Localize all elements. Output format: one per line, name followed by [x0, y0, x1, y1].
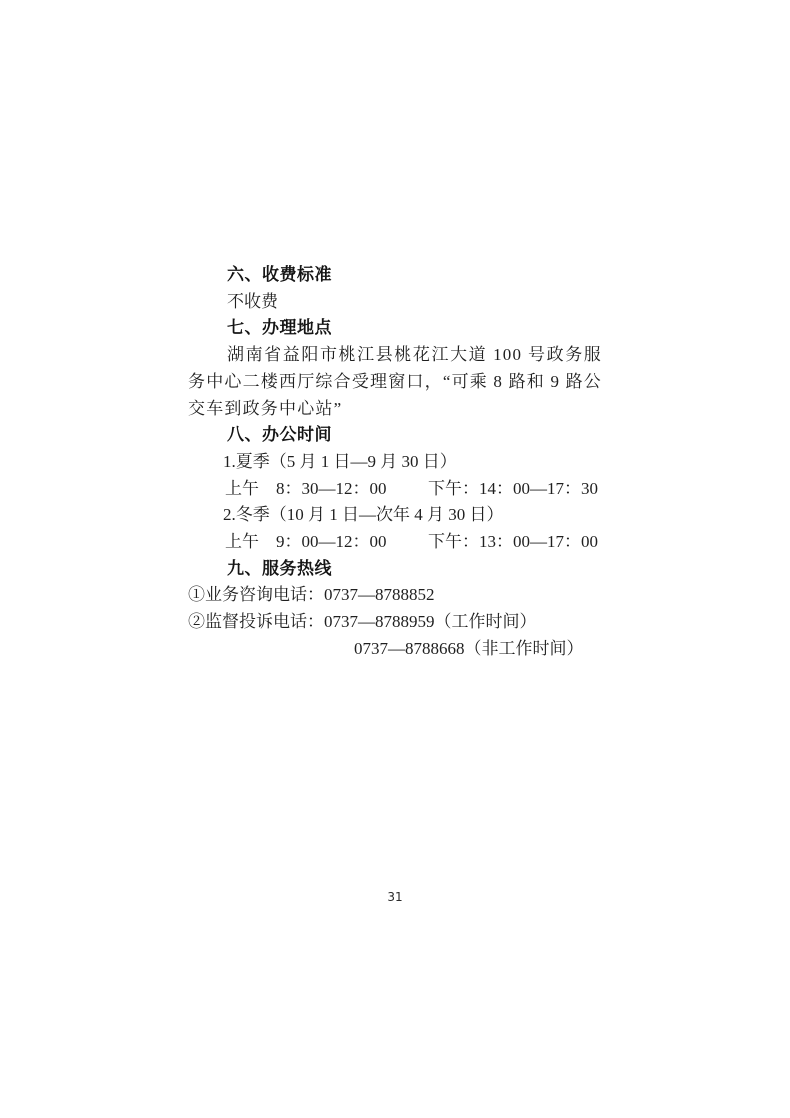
fees-body-text: 不收费 [227, 291, 278, 311]
section-heading-hours: 八、办公时间 [227, 425, 332, 446]
section-heading-location: 七、办理地点 [227, 318, 332, 339]
page-number: 31 [387, 890, 403, 904]
winter-afternoon-hours: 下午：13：00—17：00 [428, 532, 598, 552]
winter-morning-hours: 上午 9：00—12：00 [225, 532, 387, 552]
hotline-complaint-work-line: ②监督投诉电话：0737—8788959（工作时间） [188, 612, 537, 632]
winter-hours-label: 2.冬季（10 月 1 日—次年 4 月 30 日） [223, 505, 504, 525]
summer-hours-times [188, 476, 602, 503]
location-address-paragraph: 湖南省益阳市桃江县桃花江大道 100 号政务服务中心二楼西厅综合受理窗口，“可乘 8 路和 9 路公交车到政务中心站” [188, 345, 602, 418]
summer-hours-label: 1.夏季（5 月 1 日—9 月 30 日） [223, 451, 457, 471]
hotline-consult-line: ①业务咨询电话：0737—8788852 [188, 585, 435, 605]
summer-afternoon-hours: 下午：14：00—17：30 [428, 478, 598, 498]
document-body [188, 262, 602, 663]
winter-hours-times [188, 529, 602, 556]
section-heading-hotline: 九、服务热线 [227, 558, 332, 579]
summer-morning-hours: 上午 8：30—12：00 [225, 478, 387, 498]
hotline-complaint-offwork-line: 0737—8788668（非工作时间） [354, 638, 584, 658]
section-heading-fees: 六、收费标准 [227, 265, 332, 285]
